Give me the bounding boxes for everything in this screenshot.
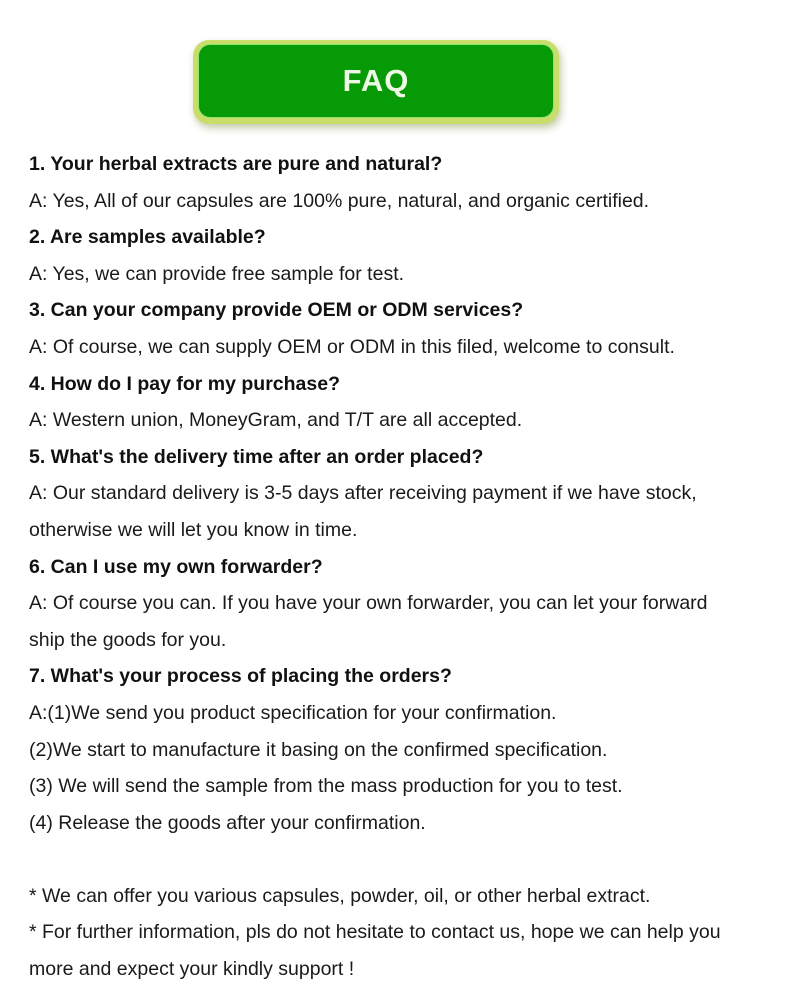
note-line-2: * For further information, pls do not hesitate to contact us, hope we can help you: [29, 921, 721, 944]
faq-question-5: 5. What's the delivery time after an order placed?: [29, 445, 484, 468]
faq-answer-6-line-1: A: Of course you can. If you have your own forwarder, you can let your forward: [29, 592, 708, 615]
faq-question-7: 7. What's your process of placing the orders?: [29, 665, 452, 688]
faq-answer-5-line-1: A: Our standard delivery is 3-5 days after receiving payment if we have stock,: [29, 482, 697, 505]
faq-answer-7-line-2: (2)We start to manufacture it basing on the confirmed specification.: [29, 738, 608, 761]
note-line-1: * We can offer you various capsules, powder, oil, or other herbal extract.: [29, 884, 651, 907]
faq-answer-7-line-3: (3) We will send the sample from the mass production for you to test.: [29, 775, 623, 798]
faq-question-6: 6. Can I use my own forwarder?: [29, 555, 323, 578]
faq-banner-fill: [198, 44, 554, 118]
faq-content: [29, 146, 779, 988]
faq-question-1: 1. Your herbal extracts are pure and natural?: [29, 153, 443, 175]
faq-answer-3: A: Of course, we can supply OEM or ODM in this filed, welcome to consult.: [29, 335, 675, 358]
faq-banner: [193, 40, 559, 124]
faq-question-3: 3. Can your company provide OEM or ODM services?: [29, 299, 524, 322]
faq-answer-4: A: Western union, MoneyGram, and T/T are all accepted.: [29, 409, 523, 432]
section-spacer: [29, 841, 779, 878]
note-line-3: more and expect your kindly support !: [29, 958, 355, 981]
faq-question-2: 2. Are samples available?: [29, 226, 266, 249]
faq-answer-6-line-2: ship the goods for you.: [29, 628, 227, 651]
faq-answer-7-line-4: (4) Release the goods after your confirmation.: [29, 811, 426, 834]
faq-answer-7-line-1: A:(1)We send you product specification for your confirmation.: [29, 701, 557, 724]
faq-answer-5-line-2: otherwise we will let you know in time.: [29, 518, 358, 541]
faq-answer-2: A: Yes, we can provide free sample for test.: [29, 262, 405, 285]
faq-title: FAQ: [342, 63, 410, 98]
faq-question-4: 4. How do I pay for my purchase?: [29, 372, 340, 395]
faq-answer-1: A: Yes, All of our capsules are 100% pure, natural, and organic certified.: [29, 189, 650, 212]
